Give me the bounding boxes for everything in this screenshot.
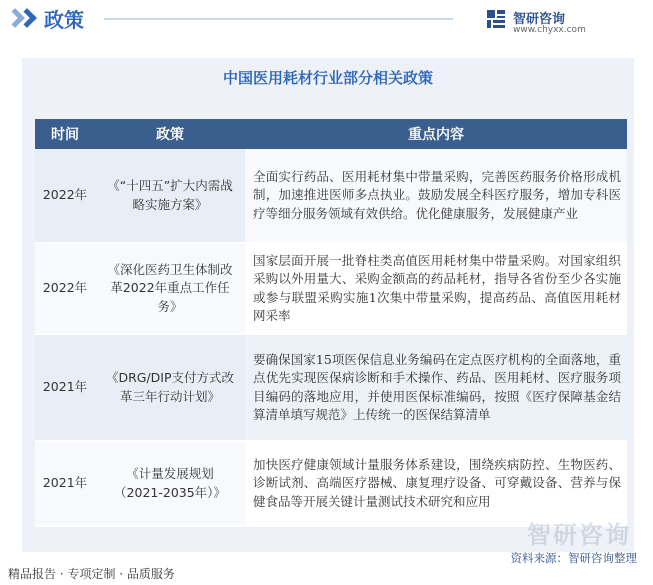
section-title: 政策 [44, 8, 84, 32]
policy-cell: 《“十四五”扩大内需战略实施方案》 [95, 149, 245, 243]
year-cell: 2022年 [35, 149, 95, 243]
column-header-time: 时间 [35, 119, 95, 149]
table-row [35, 243, 627, 334]
year-cell: 2021年 [35, 334, 95, 441]
policy-panel [22, 58, 634, 552]
chevron-right-icon [17, 8, 37, 28]
data-source: 资料来源：智研咨询整理 [510, 551, 637, 565]
policy-cell: 《DRG/DIP支付方式改革三年行动计划》 [95, 334, 245, 441]
content-cell: 要确保国家15项医保信息业务编码在定点医疗机构的全面落地，重点优先实现医保病诊断和手术操作、药品、医用耗材、医疗服务项目编码的落地应用，并使用医保标准编码，按照《医疗保障基金结算清单填写规范》上传统一的医保结算清单 [245, 334, 627, 441]
policy-cell: 《计量发展规划（2021-2035年）》 [95, 441, 245, 526]
column-header-content: 重点内容 [245, 119, 627, 149]
watermark: 智研咨询 [527, 521, 631, 549]
column-header-policy: 政策 [95, 119, 245, 149]
brand-url: www.chyxx.com [513, 25, 586, 35]
content-cell: 加快医疗健康领域计量服务体系建设，围绕疾病防控、生物医药、诊断试剂、高端医疗器械、康复理疗设备、可穿戴设备、营养与保健食品等开展关键计量测试技术研究和应用 [245, 441, 627, 526]
footer-slogan: 精品报告 · 专项定制 · 品质服务 [8, 567, 175, 581]
header-divider [104, 18, 453, 20]
policy-table [35, 119, 627, 527]
brand-name: 智研咨询 [513, 12, 566, 27]
page-header [0, 0, 653, 38]
table-title: 中国医用耗材行业部分相关政策 [222, 69, 433, 87]
brand [485, 6, 635, 36]
page-footer [0, 552, 653, 585]
content-cell: 全面实行药品、医用耗材集中带量采购，完善医药服务价格形成机制，加速推进医师多点执业。鼓励发展全科医疗服务，增加专科医疗等细分服务领域有效供给。优化健康服务，发展健康产业 [245, 149, 627, 243]
year-cell: 2022年 [35, 243, 95, 334]
year-cell: 2021年 [35, 441, 95, 526]
policy-cell: 《深化医药卫生体制改革2022年重点工作任务》 [95, 243, 245, 334]
table-header-row [35, 119, 627, 149]
brand-logo-icon [485, 8, 507, 30]
table-row [35, 149, 627, 243]
content-cell: 国家层面开展一批脊柱类高值医用耗材集中带量采购。对国家组织采购以外用量大、采购金额高的药品耗材，指导各省份至少各实施或参与联盟采购实施1次集中带量采购，提高药品、高值医用耗材网采率 [245, 243, 627, 334]
table-row [35, 441, 627, 526]
table-row [35, 334, 627, 441]
